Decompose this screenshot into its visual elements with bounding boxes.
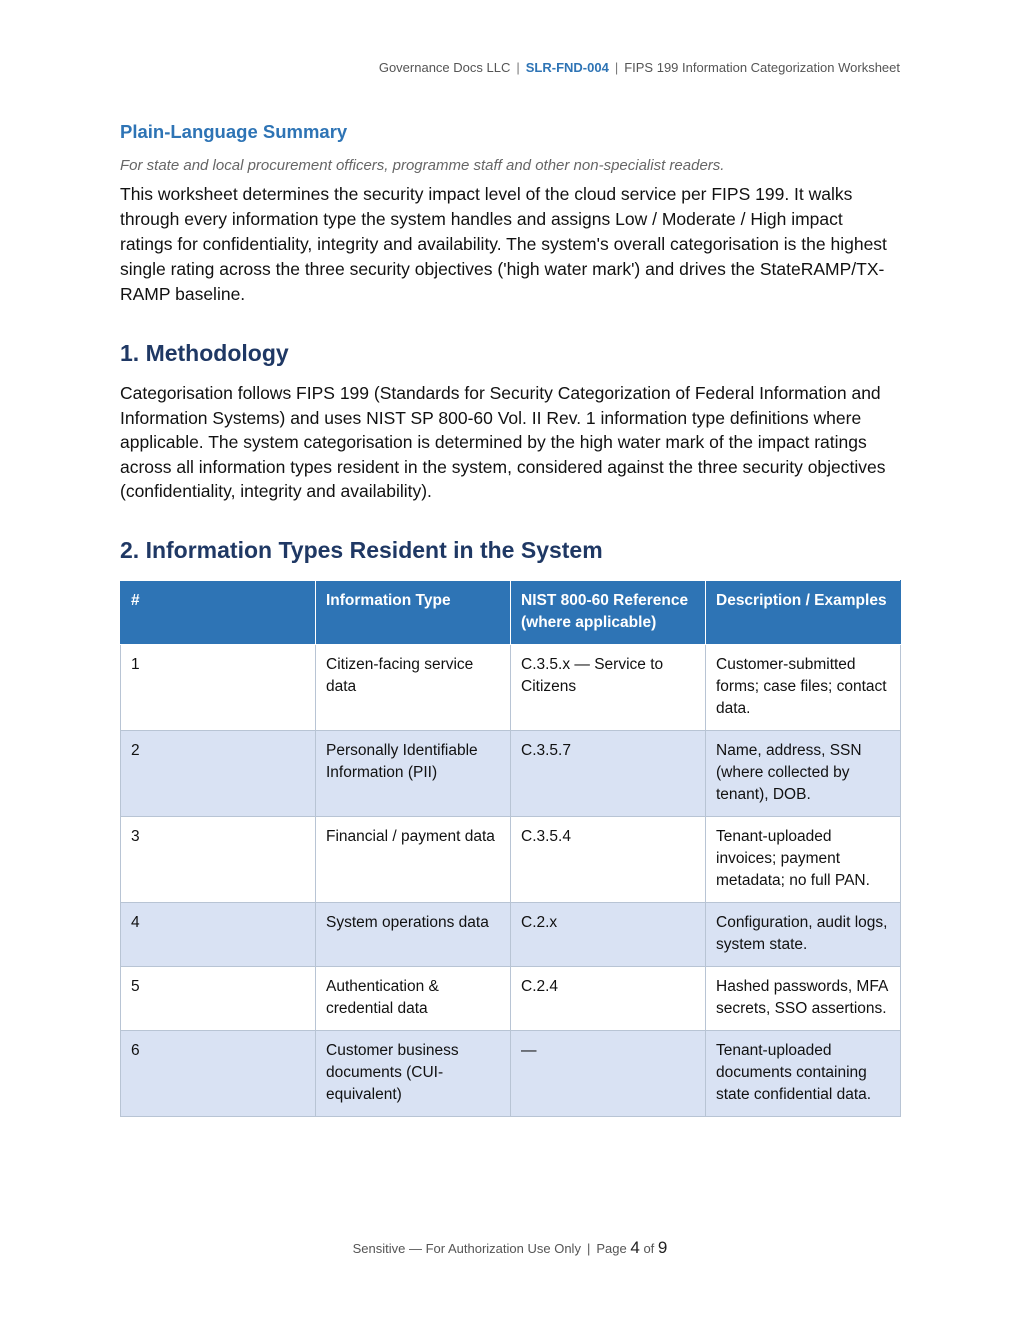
cell-description: Tenant-uploaded invoices; payment metadata; no full PAN. <box>706 816 901 902</box>
cell-nist-reference: — <box>511 1030 706 1116</box>
cell-info-type: Citizen-facing service data <box>316 644 511 730</box>
table-row <box>121 730 901 816</box>
column-header-number: # <box>121 580 316 644</box>
column-header-nist-reference: NIST 800-60 Reference (where applicable) <box>511 580 706 644</box>
cell-description: Hashed passwords, MFA secrets, SSO assertions. <box>706 966 901 1030</box>
page-header <box>379 60 900 75</box>
table-row <box>121 644 901 730</box>
cell-number: 6 <box>121 1030 316 1116</box>
table-header-row <box>121 580 901 644</box>
footer-page-current: 4 <box>630 1238 640 1257</box>
summary-title: Plain-Language Summary <box>120 121 348 142</box>
cell-number: 5 <box>121 966 316 1030</box>
page-footer <box>0 1238 1020 1258</box>
cell-number: 2 <box>121 730 316 816</box>
table-row <box>121 966 901 1030</box>
summary-audience: For state and local procurement officers, programme staff and other non-specialist readers. <box>120 157 725 174</box>
table-row <box>121 902 901 966</box>
column-header-info-type: Information Type <box>316 580 511 644</box>
header-separator: | <box>516 60 520 75</box>
footer-of-label: of <box>643 1241 655 1256</box>
footer-classification: Sensitive — For Authorization Use Only <box>352 1241 581 1256</box>
table-row <box>121 816 901 902</box>
cell-nist-reference: C.3.5.x — Service to Citizens <box>511 644 706 730</box>
cell-info-type: Customer business documents (CUI-equivalent) <box>316 1030 511 1116</box>
cell-nist-reference: C.3.5.7 <box>511 730 706 816</box>
footer-page-label: Page <box>596 1241 627 1256</box>
cell-info-type: Financial / payment data <box>316 816 511 902</box>
cell-nist-reference: C.2.x <box>511 902 706 966</box>
cell-description: Configuration, audit logs, system state. <box>706 902 901 966</box>
cell-description: Tenant-uploaded documents containing state confidential data. <box>706 1030 901 1116</box>
header-separator: | <box>614 60 619 75</box>
column-header-description: Description / Examples <box>706 580 901 644</box>
header-doc-code: SLR-FND-004 <box>525 60 609 75</box>
page-content <box>120 120 900 1117</box>
summary-body: This worksheet determines the security impact level of the cloud service per FIPS 199. It walks through every information type the system handles and assigns Low / Moderate / High impact ratings for confidentiality, integrity and availability. The system's overall categorisation is the highest single rating across the three security objectives ('high water mark') and drives the StateRAMP/TX-RAMP baseline. <box>120 184 887 304</box>
cell-nist-reference: C.2.4 <box>511 966 706 1030</box>
info-types-table <box>120 580 901 1117</box>
header-company: Governance Docs LLC <box>378 60 511 75</box>
cell-info-type: Authentication & credential data <box>316 966 511 1030</box>
footer-separator: | <box>586 1241 591 1256</box>
cell-description: Customer-submitted forms; case files; contact data. <box>706 644 901 730</box>
methodology-body: Categorisation follows FIPS 199 (Standards for Security Categorization of Federal Information and Information Systems) and uses NIST SP 800-60 Vol. II Rev. 1 information type definitions where applicable. The system categorisation is determined by the high water mark of the impact ratings across all information types resident in the system, considered against the three security objectives (confidentiality, integrity and availability). <box>120 383 886 502</box>
table-row <box>121 1030 901 1116</box>
cell-number: 3 <box>121 816 316 902</box>
cell-number: 4 <box>121 902 316 966</box>
header-doc-title: FIPS 199 Information Categorization Worksheet <box>624 60 900 75</box>
cell-info-type: System operations data <box>316 902 511 966</box>
info-types-heading: 2. Information Types Resident in the System <box>120 536 603 563</box>
methodology-heading: 1. Methodology <box>120 340 289 366</box>
cell-description: Name, address, SSN (where collected by tenant), DOB. <box>706 730 901 816</box>
cell-info-type: Personally Identifiable Information (PII) <box>316 730 511 816</box>
cell-number: 1 <box>121 644 316 730</box>
cell-nist-reference: C.3.5.4 <box>511 816 706 902</box>
footer-page-total: 9 <box>657 1238 668 1257</box>
